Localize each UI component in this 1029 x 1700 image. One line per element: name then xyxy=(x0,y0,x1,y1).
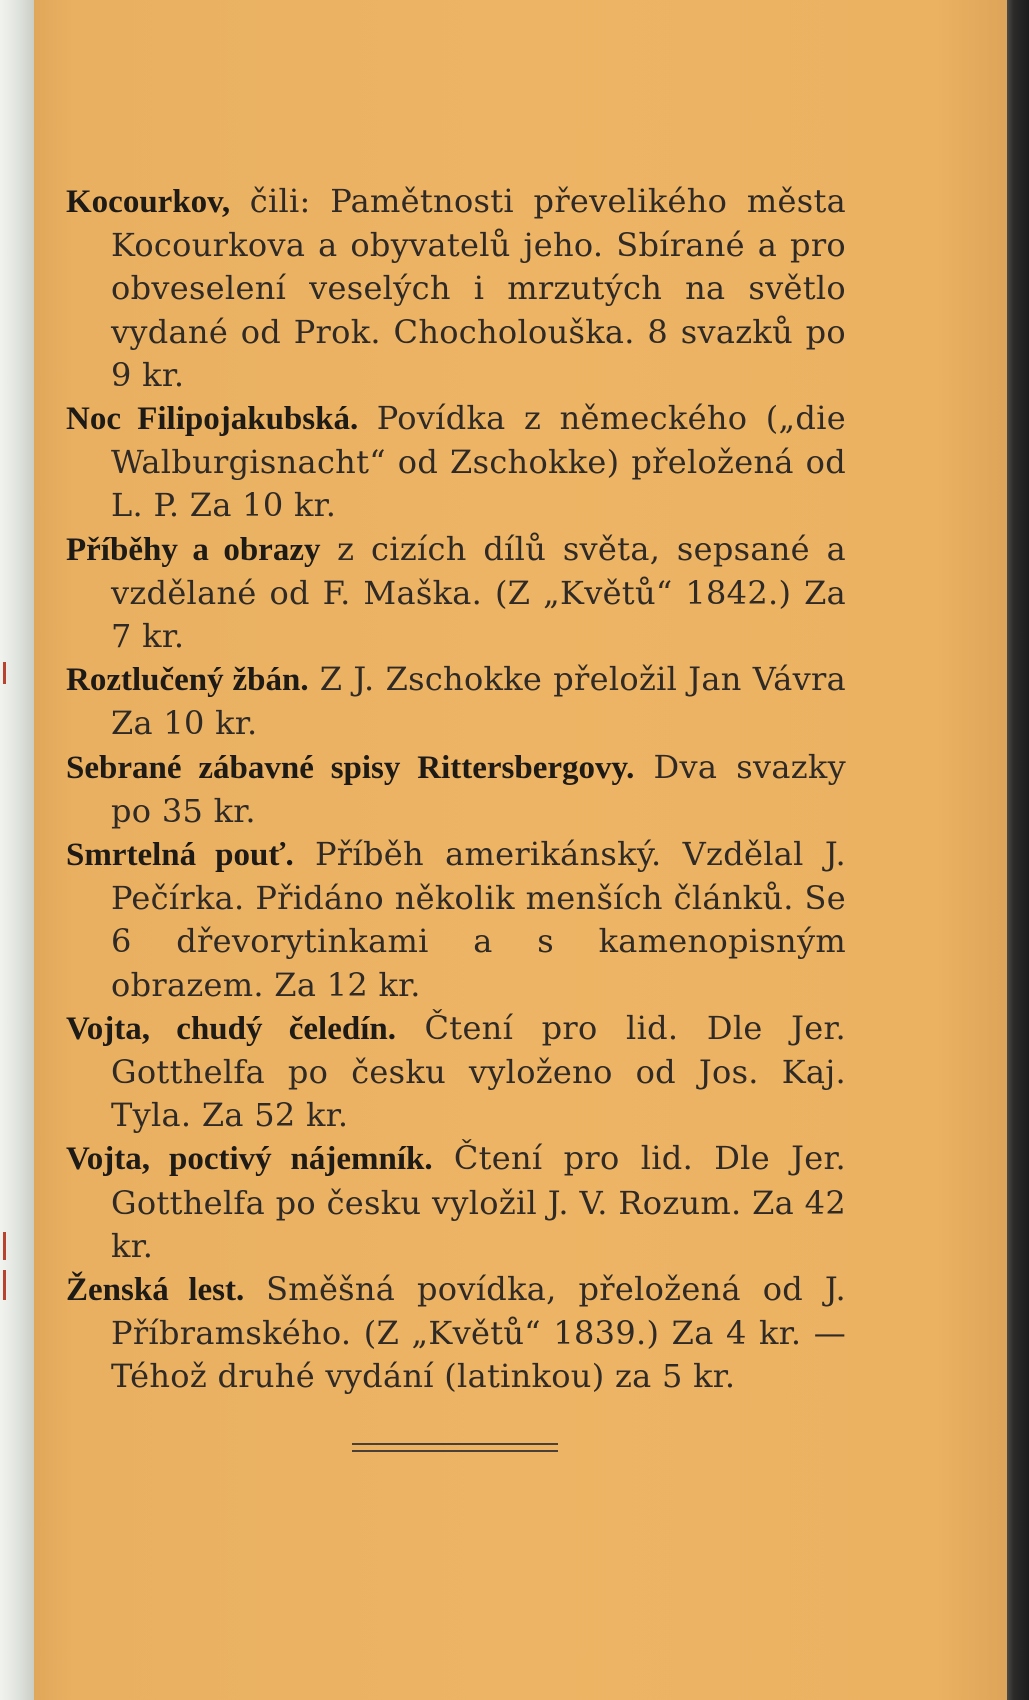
margin-mark xyxy=(3,1270,6,1300)
page-edge-shadow xyxy=(1007,0,1029,1700)
entry-body: Příběh amerikánský. Vzdělal J. Pečírka. Přidáno několik menších článků. Se 6 dřevorytinkami a s kamenopisným obrazem. Za 12 kr. xyxy=(111,835,846,1004)
margin-mark xyxy=(3,662,6,684)
entry-title: Příběhy a obrazy xyxy=(66,531,321,568)
entry-title: Vojta, poctivý nájemník. xyxy=(66,1141,433,1178)
entry-body: čili: Pamětnosti převelikého města Kocourkova a obyvatelů jeho. Sbírané a pro obveselení veselých i mrzutých na světlo vydané od Prok. Chocholouška. 8 svazků po 9 kr. xyxy=(111,182,846,394)
catalog-entry xyxy=(66,397,846,528)
closing-rule xyxy=(352,1443,558,1445)
entry-title: Smrtelná pouť. xyxy=(66,837,294,874)
closing-rule xyxy=(352,1450,558,1452)
entry-body: Povídka z německého („die Walburgisnacht“ od Zschokke) přeložená od L. P. Za 10 kr. xyxy=(111,399,846,525)
margin-mark xyxy=(3,1232,6,1260)
entry-body: Čtení pro lid. Dle Jer. Gotthelfa po česku vyložil J. V. Rozum. Za 42 kr. xyxy=(111,1139,847,1265)
entry-body: Z J. Zschokke přeložil Jan Vávra Za 10 kr. xyxy=(111,660,846,743)
entry-body: z cizích dílů světa, sepsané a vzdělané od F. Maška. (Z „Květů“ 1842.) Za 7 kr. xyxy=(111,529,846,656)
entry-title: Roztlučený žbán. xyxy=(66,662,309,699)
catalog-entry xyxy=(66,833,846,1007)
entry-body: Čtení pro lid. Dle Jer. Gotthelfa po česku vyloženo od Jos. Kaj. Tyla. Za 52 kr. xyxy=(111,1008,846,1135)
catalog-entry xyxy=(66,658,846,745)
catalog-entry xyxy=(66,746,846,833)
entry-title: Ženská lest. xyxy=(66,1272,245,1309)
entry-title: Noc Filipojakubská. xyxy=(66,401,359,438)
entry-title: Kocourkov, xyxy=(66,184,231,220)
left-margin-strip xyxy=(0,0,34,1700)
entry-body: Dva svazky po 35 kr. xyxy=(111,747,846,830)
catalog-entry xyxy=(66,1137,846,1268)
entry-body: Směšná povídka, přeložená od J. Příbramského. (Z „Květů“ 1839.) Za 4 kr. — Téhož druhé vydání (latinkou) za 5 kr. xyxy=(111,1270,846,1396)
entry-title: Vojta, chudý čeledín. xyxy=(66,1010,397,1047)
catalog-list xyxy=(66,180,846,1399)
entry-title: Sebrané zábavné spisy Rittersbergovy. xyxy=(66,749,635,786)
catalog-entry xyxy=(66,1268,846,1399)
catalog-entry xyxy=(66,1007,846,1138)
catalog-entry xyxy=(66,180,846,397)
catalog-entry xyxy=(66,528,846,659)
